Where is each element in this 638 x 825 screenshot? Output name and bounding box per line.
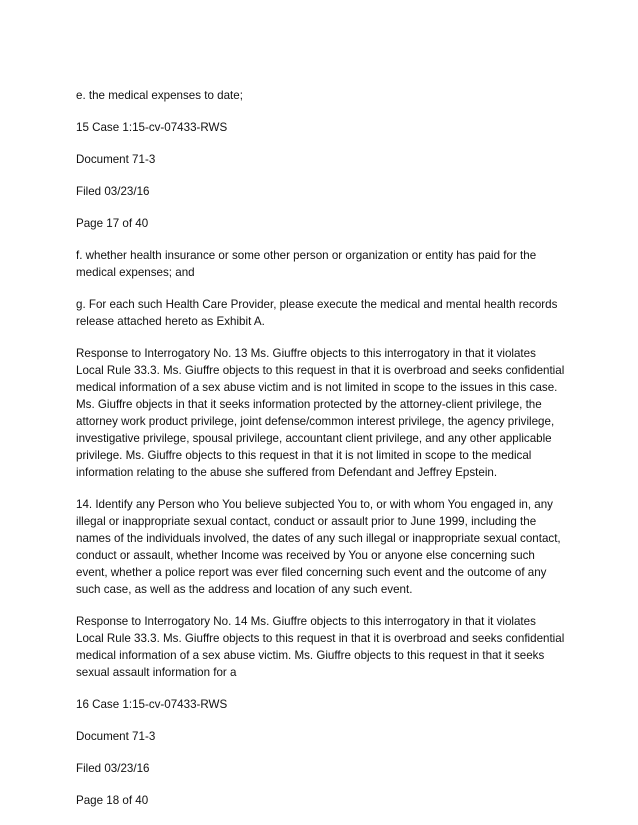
response-interrogatory-14: Response to Interrogatory No. 14 Ms. Giuffre objects to this interrogatory in that it violates Local Rule 33.3. Ms. Giuffre objects to this request in that it is overbroad and seeks confidential medical information of a sex abuse victim. Ms. Giuffre objects to this request in that it seeks sexual assault information for a <box>76 615 565 679</box>
page-number-header: Page 18 of 40 <box>76 794 149 807</box>
interrogatory-14: 14. Identify any Person who You believe subjected You to, or with whom You engaged in, any illegal or inappropriate sexual contact, conduct or assault prior to June 1999, including the names of the individuals involved, the dates of any such illegal or inappropriate sexual contact, conduct or assault, whether Income was received by You or anyone else concerning such event, whether a police report was ever filed concerning such event and the outcome of any such case, as well as the address and location of any such event. <box>76 498 561 596</box>
filed-date-header: Filed 03/23/16 <box>76 762 150 775</box>
document-number-header: Document 71-3 <box>76 153 156 166</box>
case-number-header: 15 Case 1:15-cv-07433-RWS <box>76 121 228 134</box>
document-number-header: Document 71-3 <box>76 730 156 743</box>
case-number-header: 16 Case 1:15-cv-07433-RWS <box>76 698 228 711</box>
paragraph-item-g-release: g. For each such Health Care Provider, please execute the medical and mental health records release attached hereto as Exhibit A. <box>76 298 558 328</box>
page-number-header: Page 17 of 40 <box>76 217 149 230</box>
filed-date-header: Filed 03/23/16 <box>76 185 150 198</box>
response-interrogatory-13: Response to Interrogatory No. 13 Ms. Giuffre objects to this interrogatory in that it violates Local Rule 33.3. Ms. Giuffre objects to this request in that it is overbroad and seeks confidential medical information of a sex abuse victim and is not limited in scope to the issues in this case. Ms. Giuffre objects in that it seeks information protected by the attorney-client privilege, the attorney work product privilege, joint defense/common interest privilege, the agency privilege, investigative privilege, spousal privilege, accountant client privilege, and any other applicable privilege. Ms. Giuffre objects to this request in that it is not limited in scope to the medical information relating to the abuse she suffered from Defendant and Jeffrey Epstein. <box>76 347 565 479</box>
paragraph-item-e-medical-expenses: e. the medical expenses to date; <box>76 89 243 102</box>
paragraph-item-f-health-insurance: f. whether health insurance or some other person or organization or entity has paid for the medical expenses; and <box>76 249 537 279</box>
document-page <box>76 87 566 824</box>
